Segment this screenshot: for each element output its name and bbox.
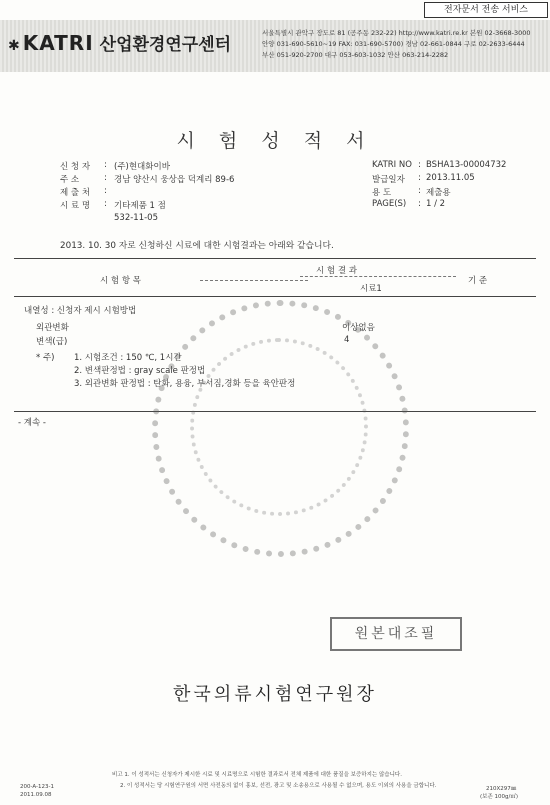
footer-note-2: 2. 이 성적서는 당 시험연구원의 서면 사전동의 없이 홍보, 선전, 광고 및 소송용으로 사용될 수 없으며, 용도 이외의 사용을 금합니다. — [120, 783, 437, 789]
form-paper-right: (보존 100g/㎡) — [480, 794, 519, 800]
katri-no-value: BSHA13-00004732 — [426, 160, 507, 170]
table-top-rule — [14, 258, 536, 259]
issue-date-colon: : — [418, 173, 421, 183]
applicant-value: (주)현대화이바 — [114, 162, 170, 172]
contact-line-1: 서울특별시 관악구 장도로 81 (공주동 232-22) http://www.katri.re.kr 본원 02-3668-3000 — [262, 29, 531, 37]
method-line: 내열성 : 신청자 제시 시험방법 — [24, 306, 137, 316]
col-dash-left — [200, 280, 308, 281]
signatory: 한국의류시험연구원장 — [173, 684, 377, 705]
note-2: 2. 변색판정법 : gray scale 판정법 — [74, 366, 206, 376]
maker-colon: : — [104, 186, 107, 196]
logo-text: KATRI — [22, 31, 94, 55]
issue-date-label: 발급일자 — [372, 175, 405, 185]
col-sample: 시료1 — [360, 284, 382, 294]
katri-no-label: KATRI NO — [372, 160, 412, 170]
sample-colon: : — [104, 199, 107, 209]
intro-sentence: 2013. 10. 30 자로 신청하신 시료에 대한 시험결과는 아래와 같습니다. — [60, 241, 334, 251]
document-tag: 전자문서 전송 서비스 — [424, 2, 548, 18]
applicant-value-colon: : — [104, 160, 107, 170]
form-date-left: 2011.09.08 — [20, 792, 52, 798]
katri-logo — [8, 30, 231, 55]
sample-value: 기타제품 1 점 — [114, 201, 166, 211]
note-1: 1. 시험조건 : 150 ℃, 1시간 — [74, 353, 182, 363]
footer-note-1: 비고 1. 이 성적서는 신청자가 제시한 시료 및 시료명으로 시험한 결과로서 전체 제품에 대한 품질을 보증하지는 않습니다. — [112, 772, 402, 778]
col-test-result: 시 험 결 과 — [316, 266, 357, 276]
row-appearance-value: 이상없음 — [342, 323, 375, 333]
table-header-rule — [14, 296, 536, 297]
col-result-underline — [300, 276, 456, 277]
purpose-value: 제출용 — [426, 188, 451, 198]
contact-line-3: 부산 051-920-2700 대구 053-603-1032 안산 063-214-2282 — [262, 51, 449, 59]
pages-colon: : — [418, 199, 421, 209]
note-3: 3. 외관변화 판정법 : 탄화, 용융, 부서짐,경화 등을 육안판정 — [74, 379, 296, 389]
contact-line-2: 안양 031-690-5610~19 FAX: 031-690-5700) 경남 02-661-0844 구로 02-2633-6444 — [262, 40, 525, 48]
katri-no-colon: : — [418, 160, 421, 170]
maker-label: 제 출 처 — [60, 188, 91, 198]
pages-label: PAGE(S) — [372, 199, 407, 209]
continued-marker: - 계속 - — [18, 418, 46, 428]
note-marker: * 주) — [36, 353, 55, 363]
original-certified-stamp: 원본대조필 — [330, 617, 462, 651]
sample-label: 시 료 명 — [60, 201, 91, 211]
address-value: 경남 양산시 웅상읍 덕계리 89-6 — [114, 175, 235, 185]
col-test-item: 시 험 항 목 — [100, 276, 141, 286]
page-title: 시 험 성 적 서 — [176, 130, 374, 152]
form-code-left: 200-A-123-1 — [20, 784, 54, 790]
row-appearance-label: 외관변화 — [36, 323, 69, 333]
purpose-label: 용 도 — [372, 188, 392, 198]
purpose-colon: : — [418, 186, 421, 196]
sample-code: 532-11-05 — [114, 213, 158, 223]
issue-date-value: 2013.11.05 — [426, 173, 475, 183]
address-label: 주 소 — [60, 175, 80, 185]
pages-value: 1 / 2 — [426, 199, 446, 209]
col-standard: 기 준 — [468, 276, 488, 286]
applicant-label: 신 청 자 — [60, 162, 91, 172]
org-name: 산업환경연구센터 — [99, 35, 232, 55]
address-colon: : — [104, 173, 107, 183]
katri-mark-icon: ✱ — [8, 38, 21, 54]
row-color-label: 변색(급) — [36, 337, 68, 347]
seal-watermark-inner — [190, 338, 368, 516]
form-code-right: 210X297㎜ — [486, 786, 517, 792]
row-color-value: 4 — [344, 335, 350, 345]
